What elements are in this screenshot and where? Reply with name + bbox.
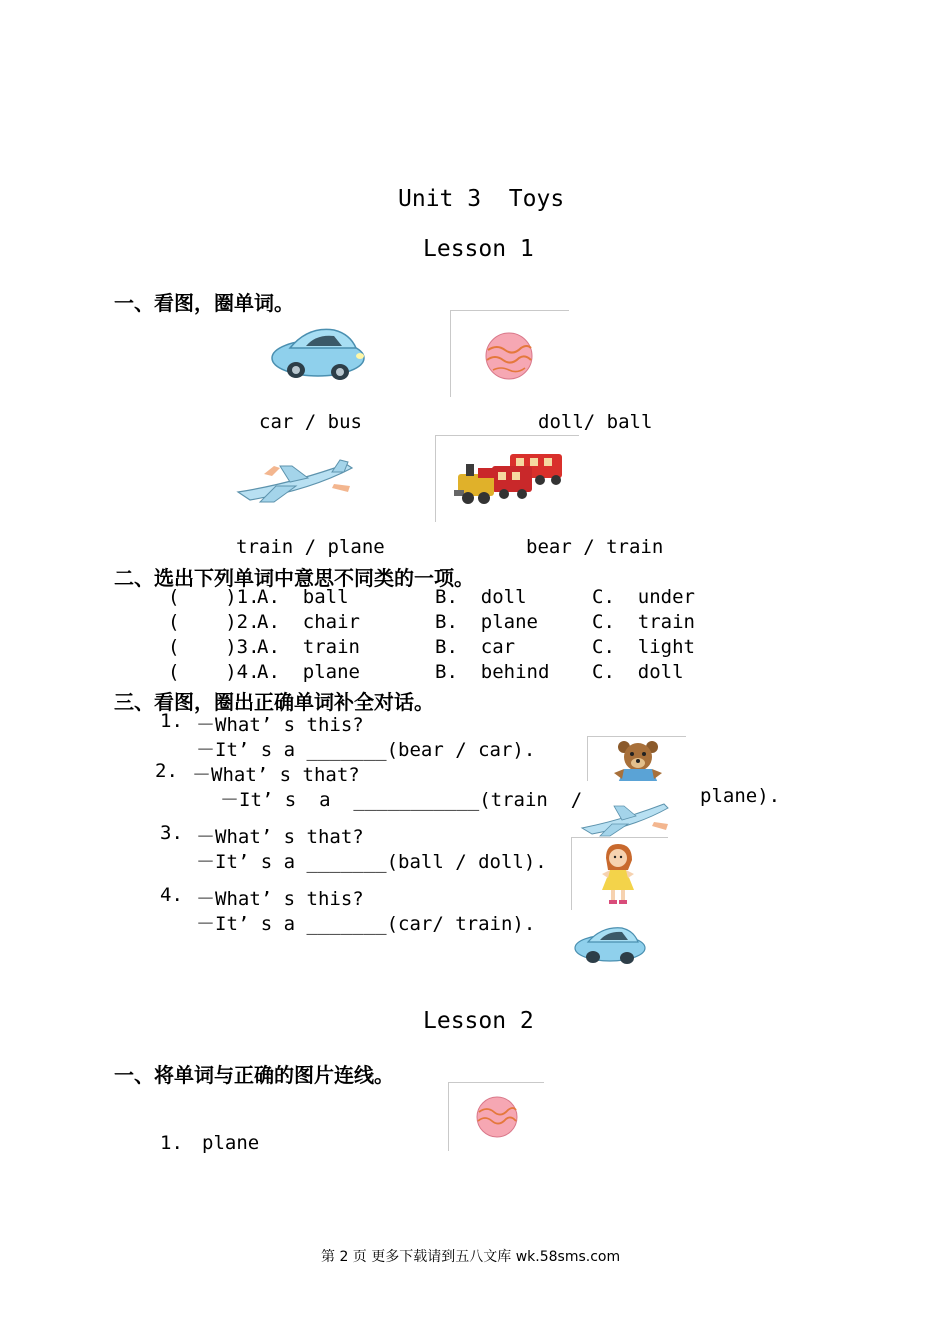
lesson2-title: Lesson 2	[423, 1008, 534, 1034]
train-picture-frame	[435, 435, 579, 522]
question-number: ( )4.	[168, 661, 260, 683]
option-bear-train: bear / train	[526, 536, 664, 558]
ball-picture-frame	[448, 1082, 544, 1151]
option-a: A. plane	[257, 661, 360, 683]
train-icon	[452, 444, 568, 510]
question-number: ( )3.	[168, 636, 260, 658]
option-b: B. behind	[435, 661, 550, 683]
bear-picture-frame	[587, 736, 686, 781]
match-item-word: plane	[202, 1132, 260, 1154]
plane-icon	[230, 456, 354, 506]
dialogue-question: －What’ s that?	[196, 826, 364, 848]
option-c: C. train	[592, 611, 695, 633]
dialogue-number: 4.	[160, 884, 183, 906]
doll-icon	[598, 844, 638, 906]
lesson1-part1-heading: 一、看图，圈单词。	[114, 291, 294, 315]
dialogue-number: 3.	[160, 822, 183, 844]
car-icon	[268, 318, 368, 384]
lesson1-part2-heading: 二、选出下列单词中意思不同类的一项。	[114, 566, 474, 590]
dialogue-answer: －It’ s a ___________(train /	[220, 789, 583, 811]
dialogue-number: 1.	[160, 710, 183, 732]
doll-picture-frame	[571, 837, 668, 910]
option-b: B. plane	[435, 611, 538, 633]
plane-icon	[578, 798, 670, 838]
lesson1-part3-heading: 三、看图，圈出正确单词补全对话。	[114, 690, 434, 714]
option-a: A. ball	[257, 586, 349, 608]
ball-icon	[483, 332, 535, 380]
lesson2-part1-heading: 一、将单词与正确的图片连线。	[114, 1063, 394, 1087]
dialogue-answer-end: plane).	[700, 785, 781, 807]
dialogue-question: －What’ s that?	[192, 764, 360, 786]
dialogue-question: －What’ s this?	[196, 714, 364, 736]
ball-icon	[475, 1096, 519, 1138]
question-number: ( )1.	[168, 586, 260, 608]
car-icon	[572, 920, 648, 966]
option-doll-ball: doll/ ball	[538, 411, 653, 433]
option-b: B. doll	[435, 586, 527, 608]
option-train-plane: train / plane	[236, 536, 385, 558]
ball-picture-frame	[450, 310, 569, 397]
option-c: C. light	[592, 636, 695, 658]
dialogue-number: 2.	[155, 760, 178, 782]
dialogue-question: －What’ s this?	[196, 888, 364, 910]
option-b: B. car	[435, 636, 516, 658]
option-a: A. train	[257, 636, 360, 658]
question-number: ( )2.	[168, 611, 260, 633]
unit-title: Unit 3 Toys	[398, 186, 565, 212]
option-a: A. chair	[257, 611, 360, 633]
option-car-bus: car / bus	[259, 411, 362, 433]
lesson1-title: Lesson 1	[423, 236, 534, 262]
match-item-number: 1.	[160, 1132, 183, 1154]
dialogue-answer: －It’ s a _______(bear / car).	[196, 739, 536, 761]
bear-icon	[610, 739, 666, 781]
dialogue-answer: －It’ s a _______(car/ train).	[196, 913, 536, 935]
option-c: C. doll	[592, 661, 684, 683]
page-footer: 第 2 页 更多下载请到五八文库 wk.58sms.com	[321, 1249, 621, 1265]
dialogue-answer: －It’ s a _______(ball / doll).	[196, 851, 547, 873]
option-c: C. under	[592, 586, 695, 608]
